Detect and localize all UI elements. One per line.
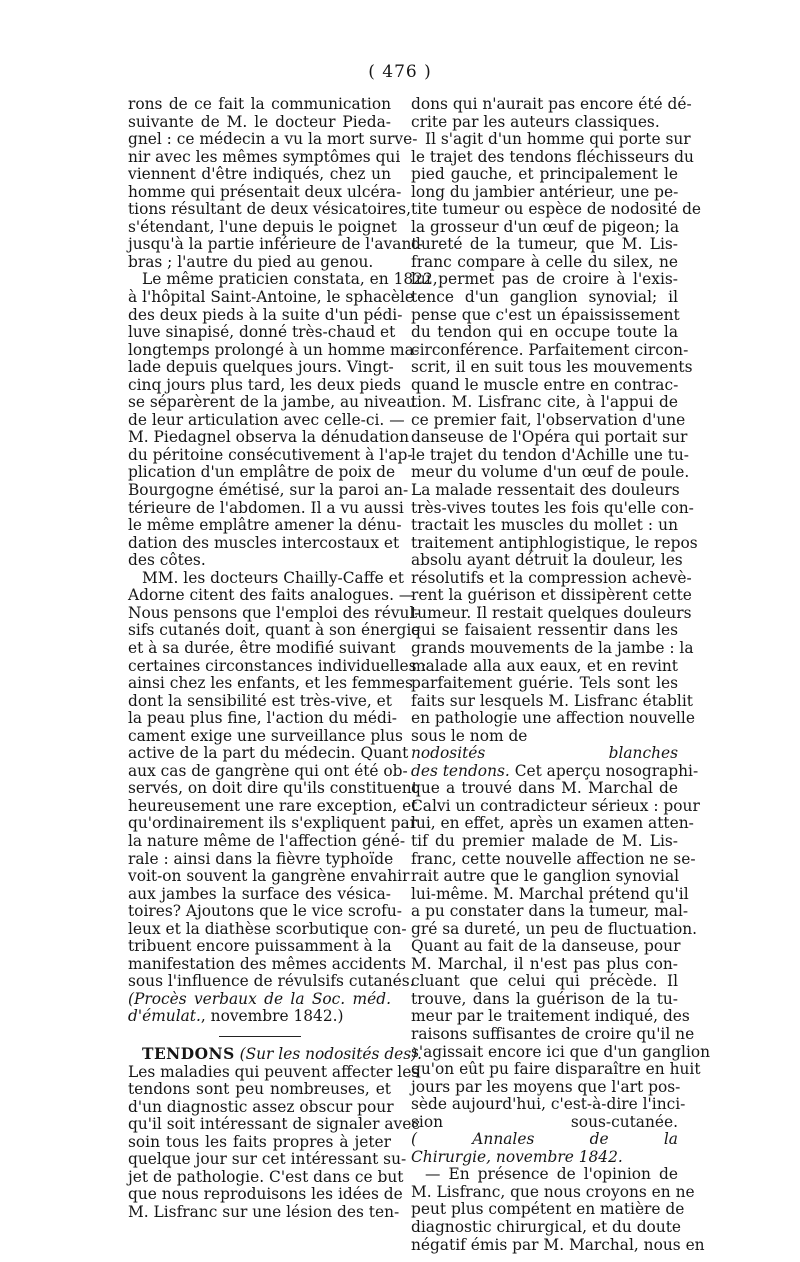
text-line: cluant que celui qui précède. Il: [411, 972, 678, 991]
text-line: parfaitement guérie. Tels sont les: [411, 674, 678, 693]
text-line: dont la sensibilité est très-vive, et: [128, 691, 392, 710]
italic-term-2: des tendons.: [411, 761, 510, 780]
right-citation-2: Chirurgie, novembre 1842.: [411, 1147, 623, 1166]
text-line: Adorne citent des faits analogues. —: [128, 586, 415, 605]
text-line: ainsi chez les enfants, et les femmes: [128, 674, 413, 693]
text-line: faits sur lesquels M. Lisfranc établit: [411, 691, 693, 710]
text-line: meur du volume d'un œuf de poule.: [411, 463, 690, 482]
text-line: M. Marchal, il n'est pas plus con-: [411, 954, 678, 973]
text-line: bras ; l'autre du pied au genou.: [128, 252, 374, 271]
text-line: des deux pieds à la suite d'un pédi-: [128, 305, 403, 324]
text-line: traitement antiphlogistique, le repos: [411, 533, 698, 552]
text-line: s'agissait encore ici que d'un ganglion: [411, 1042, 711, 1061]
text-line: qu'il soit intéressant de signaler avec: [128, 1115, 420, 1134]
text-line: jet de pathologie. C'est dans ce but: [128, 1167, 404, 1186]
text-line: que nous reproduisons les idées de: [128, 1185, 403, 1204]
text-line: dation des muscles intercostaux et: [128, 533, 400, 552]
text-line: tumeur. Il restait quelques douleurs: [411, 603, 692, 622]
text-line: lui, en effet, après un examen atten-: [411, 814, 694, 833]
text-line: luve sinapisé, donné très-chaud et: [128, 323, 396, 342]
citation-date: , novembre 1842.): [200, 1007, 344, 1026]
right-column-body-b: [411, 779, 711, 1131]
text-line: raisons suffisantes de croire qu'il ne: [411, 1024, 695, 1043]
text-line: s'étendant, l'une depuis le poignet: [128, 217, 397, 236]
left-column: [128, 95, 438, 1221]
text-line: gré sa dureté, un peu de fluctuation.: [411, 919, 698, 938]
text-line: plication d'un emplâtre de poix de: [128, 463, 396, 482]
right-column-body-a: [411, 95, 702, 745]
term-line-2: [411, 761, 699, 781]
text-line: rait autre que le ganglion synovial: [411, 867, 680, 886]
text-line: et à sa durée, être modifié suivant: [128, 638, 396, 657]
text-line: active de la part du médecin. Quant: [128, 744, 409, 763]
text-line: tendons sont peu nombreuses, et: [128, 1080, 391, 1099]
text-line: que a trouvé dans M. Marchal de: [411, 779, 678, 798]
text-line: Les maladies qui peuvent affecter les: [128, 1062, 420, 1081]
text-line: le trajet du tendon d'Achille une tu-: [411, 445, 690, 464]
text-line: servés, on doit dire qu'ils constituent: [128, 779, 418, 798]
after-term: Cet aperçu nosographi-: [514, 761, 699, 780]
text-line: la grosseur d'un œuf de pigeon; la: [411, 217, 679, 236]
text-line: M. Lisfranc, que nous croyons en ne: [411, 1182, 695, 1201]
text-line: meur par le traitement indiqué, des: [411, 1007, 690, 1026]
text-line: la nature même de l'affection géné-: [128, 831, 406, 850]
text-line: se séparèrent de la jambe, au niveau: [128, 393, 416, 412]
text-line: peut plus compétent en matière de: [411, 1200, 685, 1219]
text-line: tion. M. Lisfranc cite, à l'appui de: [411, 393, 678, 412]
text-line: sous l'influence de révulsifs cutanés.: [128, 972, 415, 991]
text-line: lui-même. M. Marchal prétend qu'il: [411, 884, 689, 903]
text-line: des côtes.: [128, 551, 206, 570]
text-line: heureusement une rare exception, et: [128, 796, 418, 815]
text-line: sion sous-cutanée.: [411, 1112, 678, 1131]
text-line: M. Lisfranc sur une lésion des ten-: [128, 1202, 400, 1221]
right-column: [411, 95, 711, 1254]
text-line: gnel : ce médecin a vu la mort surve-: [128, 130, 418, 149]
text-line: scrit, il en suit tous les mouvements: [411, 358, 693, 377]
text-line: dureté de la tumeur, que M. Lis-: [411, 235, 678, 254]
text-line: homme qui présentait deux ulcéra-: [128, 182, 402, 201]
text-line: pied gauche, et principalement le: [411, 165, 678, 184]
text-line: négatif émis par M. Marchal, nous en: [411, 1235, 705, 1254]
text-line: Bourgogne émétisé, sur la paroi an-: [128, 481, 409, 500]
text-line: longtemps prolongé à un homme ma-: [128, 340, 420, 359]
text-line: nir avec les mêmes symptômes qui: [128, 147, 401, 166]
right-citation-line-1: [411, 1131, 678, 1149]
text-line: très-vives toutes les fois qu'elle con-: [411, 498, 694, 517]
text-line: térieure de l'abdomen. Il a vu aussi: [128, 498, 404, 517]
text-line: rale : ainsi dans la fièvre typhoïde: [128, 849, 394, 868]
text-line: Quant au fait de la danseuse, pour: [411, 937, 681, 956]
text-line: Il s'agit d'un homme qui porte sur: [425, 130, 691, 149]
citation-italic-1: (Procès verbaux de la Soc. méd.: [128, 989, 391, 1008]
text-line: cament exige une surveillance plus: [128, 726, 403, 745]
text-line: jusqu'à la partie inférieure de l'avant-: [128, 235, 423, 254]
text-line: franc, cette nouvelle affection ne se-: [411, 849, 696, 868]
text-line: le même emplâtre amener la dénu-: [128, 516, 402, 535]
text-line: a pu constater dans la tumeur, mal-: [411, 902, 689, 921]
text-line: du péritoine consécutivement à l'ap-: [128, 445, 413, 464]
text-line: manifestation des mêmes accidents: [128, 954, 407, 973]
text-line: résolutifs et la compression achevè-: [411, 568, 692, 587]
text-line: cinq jours plus tard, les deux pieds: [128, 375, 402, 394]
text-line: viennent d'être indiqués, chez un: [128, 165, 391, 184]
section-body: [128, 1062, 420, 1222]
text-line: absolu ayant détruit la douleur, les: [411, 551, 683, 570]
text-line: lui permet pas de croire à l'exis-: [411, 270, 678, 289]
right-citation-line-2: [411, 1149, 678, 1167]
text-line: dons qui n'aurait pas encore été dé-: [411, 95, 692, 113]
text-line: MM. les docteurs Chailly-Caffe et: [142, 568, 404, 587]
page-number-header: ( 476 ): [368, 62, 432, 82]
text-line: qu'ordinairement ils s'expliquent par: [128, 814, 418, 833]
text-line: crite par les auteurs classiques.: [411, 112, 660, 131]
section-heading: [128, 1044, 423, 1064]
text-line: leux et la diathèse scorbutique con-: [128, 919, 407, 938]
italic-term-1: nodosités blanches: [411, 744, 678, 763]
text-line: circonférence. Parfaitement circon-: [411, 340, 689, 359]
text-line: en pathologie une affection nouvelle: [411, 709, 695, 728]
text-line: rons de ce fait la communication: [128, 95, 391, 113]
text-line: tractait les muscles du mollet : un: [411, 516, 678, 535]
citation-italic-2: d'émulat.: [128, 1007, 201, 1026]
text-line: aux jambes la surface des vésica-: [128, 884, 391, 903]
text-line: toires? Ajoutons que le vice scrofu-: [128, 902, 402, 921]
text-line: Nous pensons que l'emploi des révul-: [128, 603, 420, 622]
text-line: grands mouvements de la jambe : la: [411, 638, 694, 657]
text-line: long du jambier antérieur, une pe-: [411, 182, 679, 201]
text-line: quelque jour sur cet intéressant su-: [128, 1150, 407, 1169]
text-line: pense que c'est un épaississement: [411, 305, 680, 324]
text-line: qu'on eût pu faire disparaître en huit: [411, 1060, 701, 1079]
text-line: tite tumeur ou espèce de nodosité de: [411, 200, 702, 219]
text-line: rent la guérison et dissipèrent cette: [411, 586, 692, 605]
text-line: d'un diagnostic assez obscur pour: [128, 1097, 394, 1116]
text-line: — En présence de l'opinion de: [425, 1165, 678, 1184]
section-title: TENDONS: [142, 1044, 235, 1063]
text-line: aux cas de gangrène qui ont été ob-: [128, 761, 408, 780]
text-line: tence d'un ganglion synovial; il: [411, 288, 678, 307]
text-line: tif du premier malade de M. Lis-: [411, 831, 678, 850]
text-line: quand le muscle entre en contrac-: [411, 375, 679, 394]
text-line: sède aujourd'hui, c'est-à-dire l'inci-: [411, 1095, 686, 1114]
text-line: soin tous les faits propres à jeter: [128, 1132, 391, 1151]
citation-line-1: [128, 991, 391, 1009]
right-citation-1: ( Annales de la: [411, 1130, 678, 1149]
text-line: qui se faisaient ressentir dans les: [411, 621, 678, 640]
left-column-body: [128, 95, 438, 991]
text-line: certaines circonstances individuelles :: [128, 656, 427, 675]
text-line: suivante de M. le docteur Pieda-: [128, 112, 391, 131]
text-line: voit-on souvent la gangrène envahir: [128, 867, 410, 886]
text-line: du tendon qui en occupe toute la: [411, 323, 678, 342]
section-divider: [219, 1036, 301, 1037]
text-line: tribuent encore puissamment à la: [128, 937, 392, 956]
text-line: danseuse de l'Opéra qui portait sur: [411, 428, 688, 447]
text-line: Calvi un contradicteur sérieux : pour: [411, 796, 700, 815]
text-line: tions résultant de deux vésicatoires,: [128, 200, 411, 219]
text-line: malade alla aux eaux, et en revint: [411, 656, 678, 675]
text-line: sous le nom de: [411, 726, 528, 745]
text-line: diagnostic chirurgical, et du doute: [411, 1218, 682, 1236]
text-line: La malade ressentait des douleurs: [411, 481, 680, 500]
text-line: trouve, dans la guérison de la tu-: [411, 989, 678, 1008]
text-line: M. Piedagnel observa la dénudation: [128, 428, 409, 447]
text-line: de leur articulation avec celle-ci. —: [128, 410, 405, 429]
text-line: la peau plus fine, l'action du médi-: [128, 709, 397, 728]
term-line: [411, 745, 678, 763]
text-line: à l'hôpital Saint-Antoine, le sphacèle: [128, 288, 415, 307]
text-line: sifs cutanés doit, quant à son énergie: [128, 621, 421, 640]
right-column-body-c: [411, 1165, 705, 1254]
text-line: jours par les moyens que l'art pos-: [411, 1077, 681, 1096]
text-line: franc compare à celle du silex, ne: [411, 252, 678, 271]
text-line: ce premier fait, l'observation d'une: [411, 410, 686, 429]
text-line: Le même praticien constata, en 1822,: [142, 270, 438, 289]
citation-line-2: [128, 1008, 391, 1026]
text-line: le trajet des tendons fléchisseurs du: [411, 147, 694, 166]
text-line: lade depuis quelques jours. Vingt-: [128, 358, 394, 377]
section-subtitle: (Sur les nodosités des).: [239, 1044, 423, 1063]
